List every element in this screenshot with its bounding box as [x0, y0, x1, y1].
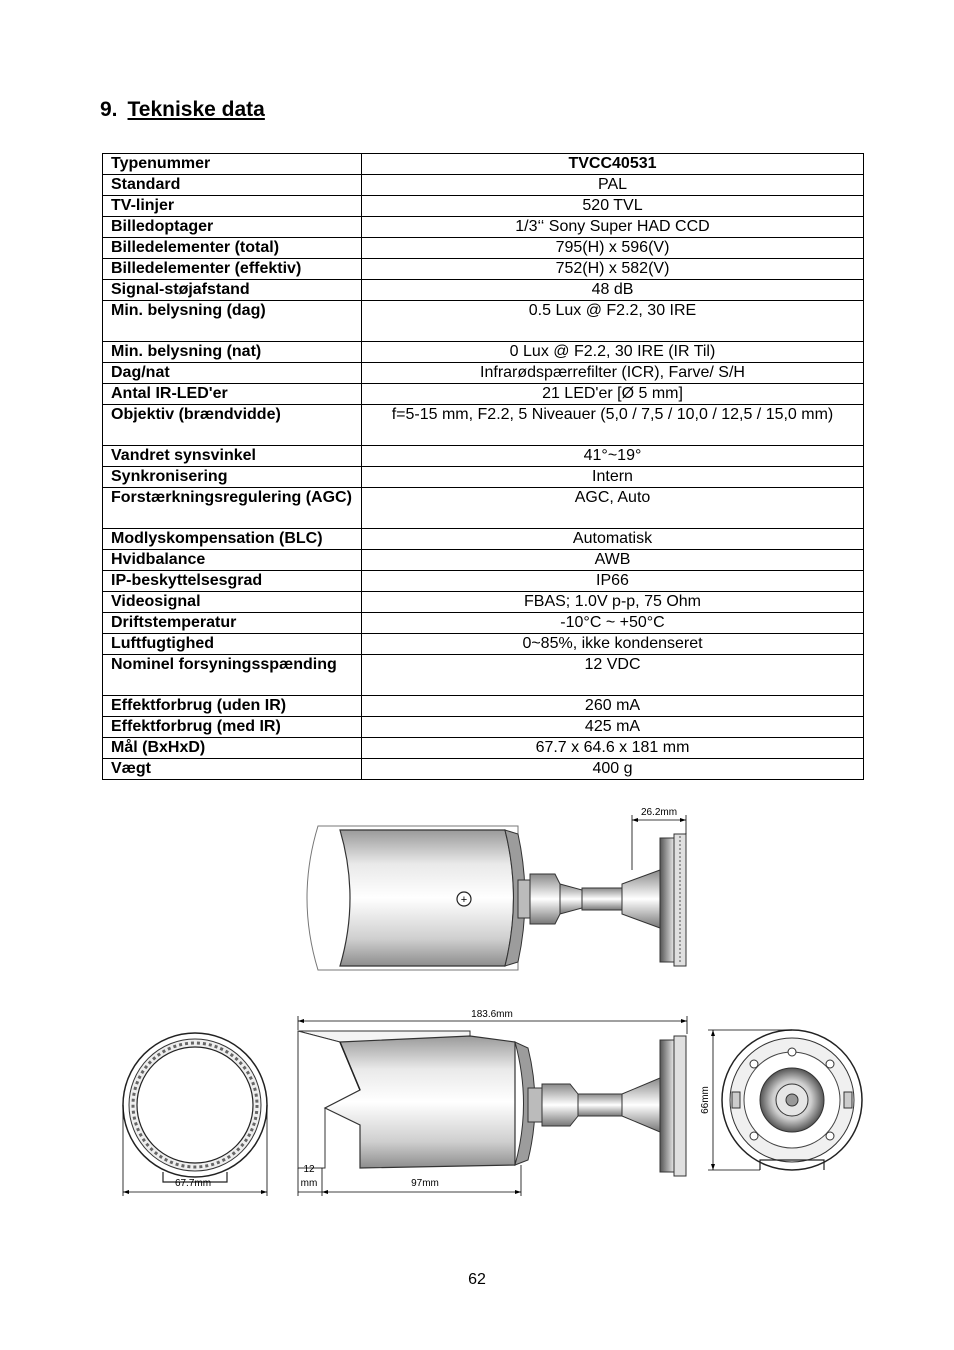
- dim-body-label: 97mm: [411, 1178, 439, 1189]
- dim-mount-depth-label: 26.2mm: [640, 807, 678, 818]
- spec-value: PAL: [362, 175, 864, 196]
- spec-value: 520 TVL: [362, 196, 864, 217]
- spec-value: Infrarødspærrefilter (ICR), Farve/ S/H: [362, 363, 864, 384]
- spec-value: 21 LED'er [Ø 5 mm]: [362, 384, 864, 405]
- spec-value: AWB: [362, 550, 864, 571]
- spec-label: Nominel forsyningsspænding: [103, 655, 362, 696]
- spec-label: Mål (BxHxD): [103, 738, 362, 759]
- dim-visor-unit: mm: [300, 1178, 318, 1189]
- spec-label: Billedoptager: [103, 217, 362, 238]
- spec-value: 67.7 x 64.6 x 181 mm: [362, 738, 864, 759]
- spec-value: -10°C ~ +50°C: [362, 613, 864, 634]
- spec-value: FBAS; 1.0V p-p, 75 Ohm: [362, 592, 864, 613]
- spec-value: 260 mA: [362, 696, 864, 717]
- spec-label: Signal-støjafstand: [103, 280, 362, 301]
- spec-label: Effektforbrug (med IR): [103, 717, 362, 738]
- spec-label: Driftstemperatur: [103, 613, 362, 634]
- spec-label: Videosignal: [103, 592, 362, 613]
- dim-visor-value: 12: [303, 1164, 315, 1175]
- spec-value: Intern: [362, 467, 864, 488]
- spec-label: Min. belysning (dag): [103, 301, 362, 342]
- spec-value: f=5-15 mm, F2.2, 5 Niveauer (5,0 / 7,5 / 10,0 / 12,5 / 15,0 mm): [362, 405, 864, 446]
- section-number: 9.: [100, 98, 118, 121]
- spec-value: 12 VDC: [362, 655, 864, 696]
- dim-visor-body-line: [298, 1165, 521, 1196]
- spec-value: 795(H) x 596(V): [362, 238, 864, 259]
- spec-label: Luftfugtighed: [103, 634, 362, 655]
- spec-value: 0 Lux @ F2.2, 30 IRE (IR Til): [362, 342, 864, 363]
- spec-value: 400 g: [362, 759, 864, 780]
- spec-value: Automatisk: [362, 529, 864, 550]
- spec-label: Modlyskompensation (BLC): [103, 529, 362, 550]
- spec-value: 752(H) x 582(V): [362, 259, 864, 280]
- section-title: Tekniske data: [127, 98, 265, 121]
- spec-value: IP66: [362, 571, 864, 592]
- dim-total-length-label: 183.6mm: [471, 1009, 513, 1020]
- spec-value: AGC, Auto: [362, 488, 864, 529]
- camera-front-view: [123, 1033, 267, 1182]
- dim-height-label: 66mm: [700, 1086, 711, 1114]
- spec-value: TVCC40531: [362, 154, 864, 175]
- camera-top-view: [307, 826, 686, 970]
- spec-label: Min. belysning (nat): [103, 342, 362, 363]
- spec-value: 425 mA: [362, 717, 864, 738]
- spec-value: 41°~19°: [362, 446, 864, 467]
- spec-label: Synkronisering: [103, 467, 362, 488]
- spec-label: Antal IR-LED'er: [103, 384, 362, 405]
- svg-text:+: +: [460, 894, 468, 906]
- dim-front-width-label: 67.7mm: [174, 1178, 212, 1189]
- spec-label: Hvidbalance: [103, 550, 362, 571]
- spec-label: Billedelementer (effektiv): [103, 259, 362, 280]
- spec-value: 0~85%, ikke kondenseret: [362, 634, 864, 655]
- spec-label: Objektiv (brændvidde): [103, 405, 362, 446]
- spec-label: Dag/nat: [103, 363, 362, 384]
- spec-label: Typenummer: [103, 154, 362, 175]
- spec-label: IP-beskyttelsesgrad: [103, 571, 362, 592]
- camera-side-view: [298, 1031, 686, 1176]
- spec-label: Vandret synsvinkel: [103, 446, 362, 467]
- spec-label: TV-linjer: [103, 196, 362, 217]
- camera-back-view: [722, 1030, 862, 1170]
- spec-label: Billedelementer (total): [103, 238, 362, 259]
- spec-label: Forstærkningsregulering (AGC): [103, 488, 362, 529]
- spec-value: 1/3‘‘ Sony Super HAD CCD: [362, 217, 864, 238]
- page-number: 62: [468, 1271, 486, 1288]
- spec-label: Vægt: [103, 759, 362, 780]
- spec-label: Standard: [103, 175, 362, 196]
- spec-label: Effektforbrug (uden IR): [103, 696, 362, 717]
- spec-value: 48 dB: [362, 280, 864, 301]
- spec-value: 0.5 Lux @ F2.2, 30 IRE: [362, 301, 864, 342]
